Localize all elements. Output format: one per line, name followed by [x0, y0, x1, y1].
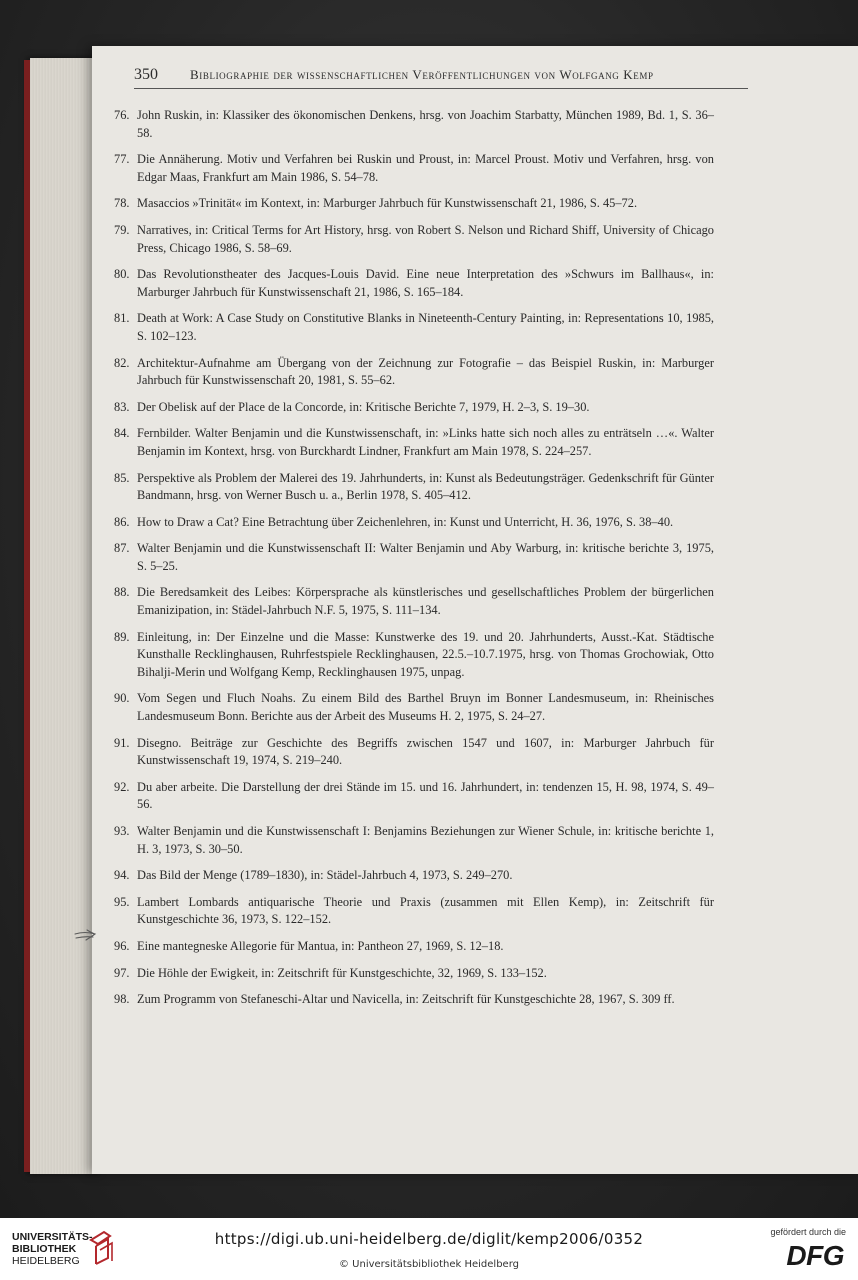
list-item — [114, 425, 714, 460]
entry-number: 85. — [114, 470, 130, 485]
entry-number: 93. — [114, 824, 130, 838]
entry-text: How to Draw a Cat? Eine Betrachtung über Zeichenlehren, in: Kunst und Unterricht, H. 36, 1976, S. 38–40. — [137, 514, 674, 529]
list-item — [114, 894, 714, 929]
viewer-footer — [0, 1218, 858, 1280]
entry-text: Eine mantegneske Allegorie für Mantua, in: Pantheon 27, 1969, S. 12–18. — [137, 938, 504, 953]
entry-text: Fernbilder. Walter Benjamin und die Kunstwissenschaft, in: »Links hatte sich noch alles zu enträtseln …«. Walter Benjamin im Kontext, hrsg. von Burckhardt Lindner, Frankfurt am Main 1978, S. 224–257. — [137, 426, 714, 458]
entry-text: Narratives, in: Critical Terms for Art History, hrsg. von Robert S. Nelson und Richard Shiff, University of Chicago Press, Chicago 1986, S. 58–69. — [137, 222, 714, 255]
list-item — [114, 867, 714, 885]
entry-number: 95. — [114, 894, 130, 909]
entry-text: Vom Segen und Fluch Noahs. Zu einem Bild des Barthel Bruyn im Bonner Landesmuseum, in: Rheinisches Landesmuseum Bonn. Berichte aus der Arbeit des Museums H. 2, 1975, S. 24–27. — [137, 691, 714, 724]
list-item — [114, 938, 714, 956]
entry-text: Die Höhle der Ewigkeit, in: Zeitschrift für Kunstgeschichte, 32, 1969, S. 133–152. — [137, 965, 547, 980]
running-head — [134, 66, 748, 89]
list-item — [114, 991, 714, 1009]
entry-number: 80. — [114, 267, 130, 282]
logo-line-1: UNIVERSITÄTS- — [12, 1231, 93, 1243]
entry-number: 78. — [114, 196, 130, 211]
logo-line-2: BIBLIOTHEK — [12, 1243, 77, 1255]
list-item — [114, 584, 714, 619]
entry-text: Die Annäherung. Motiv und Verfahren bei Ruskin und Proust, in: Marcel Proust. Motiv und Verfahren, hrsg. von Edgar Maas, Frankfurt am Main 1986, S. 54–78. — [137, 152, 714, 184]
entry-number: 89. — [114, 629, 130, 644]
entry-number: 77. — [114, 152, 130, 167]
list-item — [114, 470, 714, 505]
entry-number: 90. — [114, 691, 130, 706]
entry-text: Das Bild der Menge (1789–1830), in: Städel-Jahrbuch 4, 1973, S. 249–270. — [137, 868, 513, 883]
list-item — [114, 355, 714, 390]
entry-number: 84. — [114, 426, 130, 441]
entry-text: Einleitung, in: Der Einzelne und die Masse: Kunstwerke des 19. und 20. Jahrhunderts, Ausst.-Kat. Städtische Kunsthalle Recklinghausen, Ruhrfestspiele Recklinghausen, 22.5.–10.7.1975, hrsg. von Thomas Grochowiak, Otto Bihalji-Merin und Wolfgang Kemp, Recklinghausen 1975, unpag. — [137, 629, 714, 679]
page-number: 350 — [134, 66, 158, 83]
entry-text: Die Beredsamkeit des Leibes: Körpersprache als künstlerisches und gesellschaftliches Problem der bürgerlichen Emanizipation, in: Städel-Jahrbuch N.F. 5, 1975, S. 111–134. — [137, 585, 714, 618]
dfg-caption: gefördert durch die — [770, 1227, 846, 1237]
list-item — [114, 823, 714, 858]
list-item — [114, 107, 714, 142]
entry-number: 81. — [114, 311, 130, 326]
entry-number: 82. — [114, 355, 130, 370]
entry-text: Zum Programm von Stefaneschi-Altar und Navicella, in: Zeitschrift für Kunstgeschichte 28, 1967, S. 309 ff. — [137, 992, 675, 1007]
entry-number: 98. — [114, 992, 130, 1007]
entry-text: Der Obelisk auf der Place de la Concorde, in: Kritische Berichte 7, 1979, H. 2–3, S. 19–30. — [137, 399, 590, 414]
bibliography-list — [114, 107, 714, 1018]
copyright-notice: © Universitätsbibliothek Heidelberg — [338, 1259, 519, 1270]
entry-text: Death at Work: A Case Study on Constitutive Blanks in Nineteenth-Century Painting, in: Representations 10, 1985, S. 102–123. — [137, 311, 714, 343]
list-item — [114, 195, 714, 213]
list-item — [114, 735, 714, 770]
handwritten-arrow-icon — [73, 928, 99, 942]
entry-text: Walter Benjamin und die Kunstwissenschaft II: Walter Benjamin und Aby Warburg, in: kritische berichte 3, 1975, S. 5–25. — [137, 541, 714, 573]
entry-text: Perspektive als Problem der Malerei des 19. Jahrhunderts, in: Kunst als Bedeutungsträger. Gedenkschrift für Günter Bandmann, hrsg. von Werner Busch u. a., Berlin 1978, S. 405–412. — [137, 470, 714, 503]
entry-text: Das Revolutionstheater des Jacques-Louis David. Eine neue Interpretation des »Schwurs im Ballhaus«, in: Marburger Jahrbuch für Kunstwissenschaft 21, 1986, S. 165–184. — [137, 267, 714, 299]
entry-number: 92. — [114, 779, 130, 794]
entry-number: 87. — [114, 541, 130, 556]
list-item — [114, 266, 714, 301]
entry-number: 94. — [114, 868, 130, 883]
entry-text: Walter Benjamin und die Kunstwissenschaft I: Benjamins Beziehungen zur Wiener Schule, in: kritische berichte 1, H. 3, 1973, S. 30–50. — [137, 824, 714, 856]
logo-line-3: HEIDELBERG — [12, 1255, 80, 1267]
entry-number: 97. — [114, 965, 130, 980]
list-item — [114, 310, 714, 345]
running-head-title: Bibliographie der wissenschaftlichen Veröffentlichungen von Wolfgang Kemp — [190, 67, 654, 82]
entry-number: 88. — [114, 585, 130, 600]
entry-number: 79. — [114, 222, 130, 237]
list-item — [114, 514, 714, 532]
dfg-logo[interactable]: DFG — [786, 1240, 844, 1271]
entry-text: Lambert Lombards antiquarische Theorie und Praxis (zusammen mit Ellen Kemp), in: Zeitschrift für Kunstgeschichte 36, 1973, S. 122–152. — [137, 894, 714, 927]
list-item — [114, 399, 714, 417]
list-item — [114, 151, 714, 186]
list-item — [114, 222, 714, 257]
entry-number: 83. — [114, 399, 130, 414]
list-item — [114, 629, 714, 682]
list-item — [114, 690, 714, 725]
entry-number: 86. — [114, 514, 130, 529]
entry-text: Disegno. Beiträge zur Geschichte des Begriffs zwischen 1547 und 1607, in: Marburger Jahrbuch für Kunstwissenschaft 19, 1974, S. 219–240. — [137, 735, 714, 768]
list-item — [114, 540, 714, 575]
list-item — [114, 965, 714, 983]
entry-text: Du aber arbeite. Die Darstellung der drei Stände im 15. und 16. Jahrhundert, in: tendenzen 15, H. 98, 1974, S. 49–56. — [137, 779, 714, 812]
entry-number: 91. — [114, 735, 130, 750]
entry-text: Architektur-Aufnahme am Übergang von der Zeichnung zur Fotografie – das Beispiel Ruskin, in: Marburger Jahrbuch für Kunstwissenschaft 20, 1981, S. 55–62. — [137, 355, 714, 388]
permalink-url[interactable]: https://digi.ub.uni-heidelberg.de/diglit/kemp2006/0352 — [214, 1230, 644, 1248]
entry-text: John Ruskin, in: Klassiker des ökonomischen Denkens, hrsg. von Joachim Starbatty, München 1989, Bd. 1, S. 36–58. — [137, 108, 714, 140]
list-item — [114, 779, 714, 814]
entry-number: 76. — [114, 108, 130, 122]
entry-number: 96. — [114, 938, 130, 953]
entry-text: Masaccios »Trinität« im Kontext, in: Marburger Jahrbuch für Kunstwissenschaft 21, 1986, S. 45–72. — [137, 196, 638, 211]
